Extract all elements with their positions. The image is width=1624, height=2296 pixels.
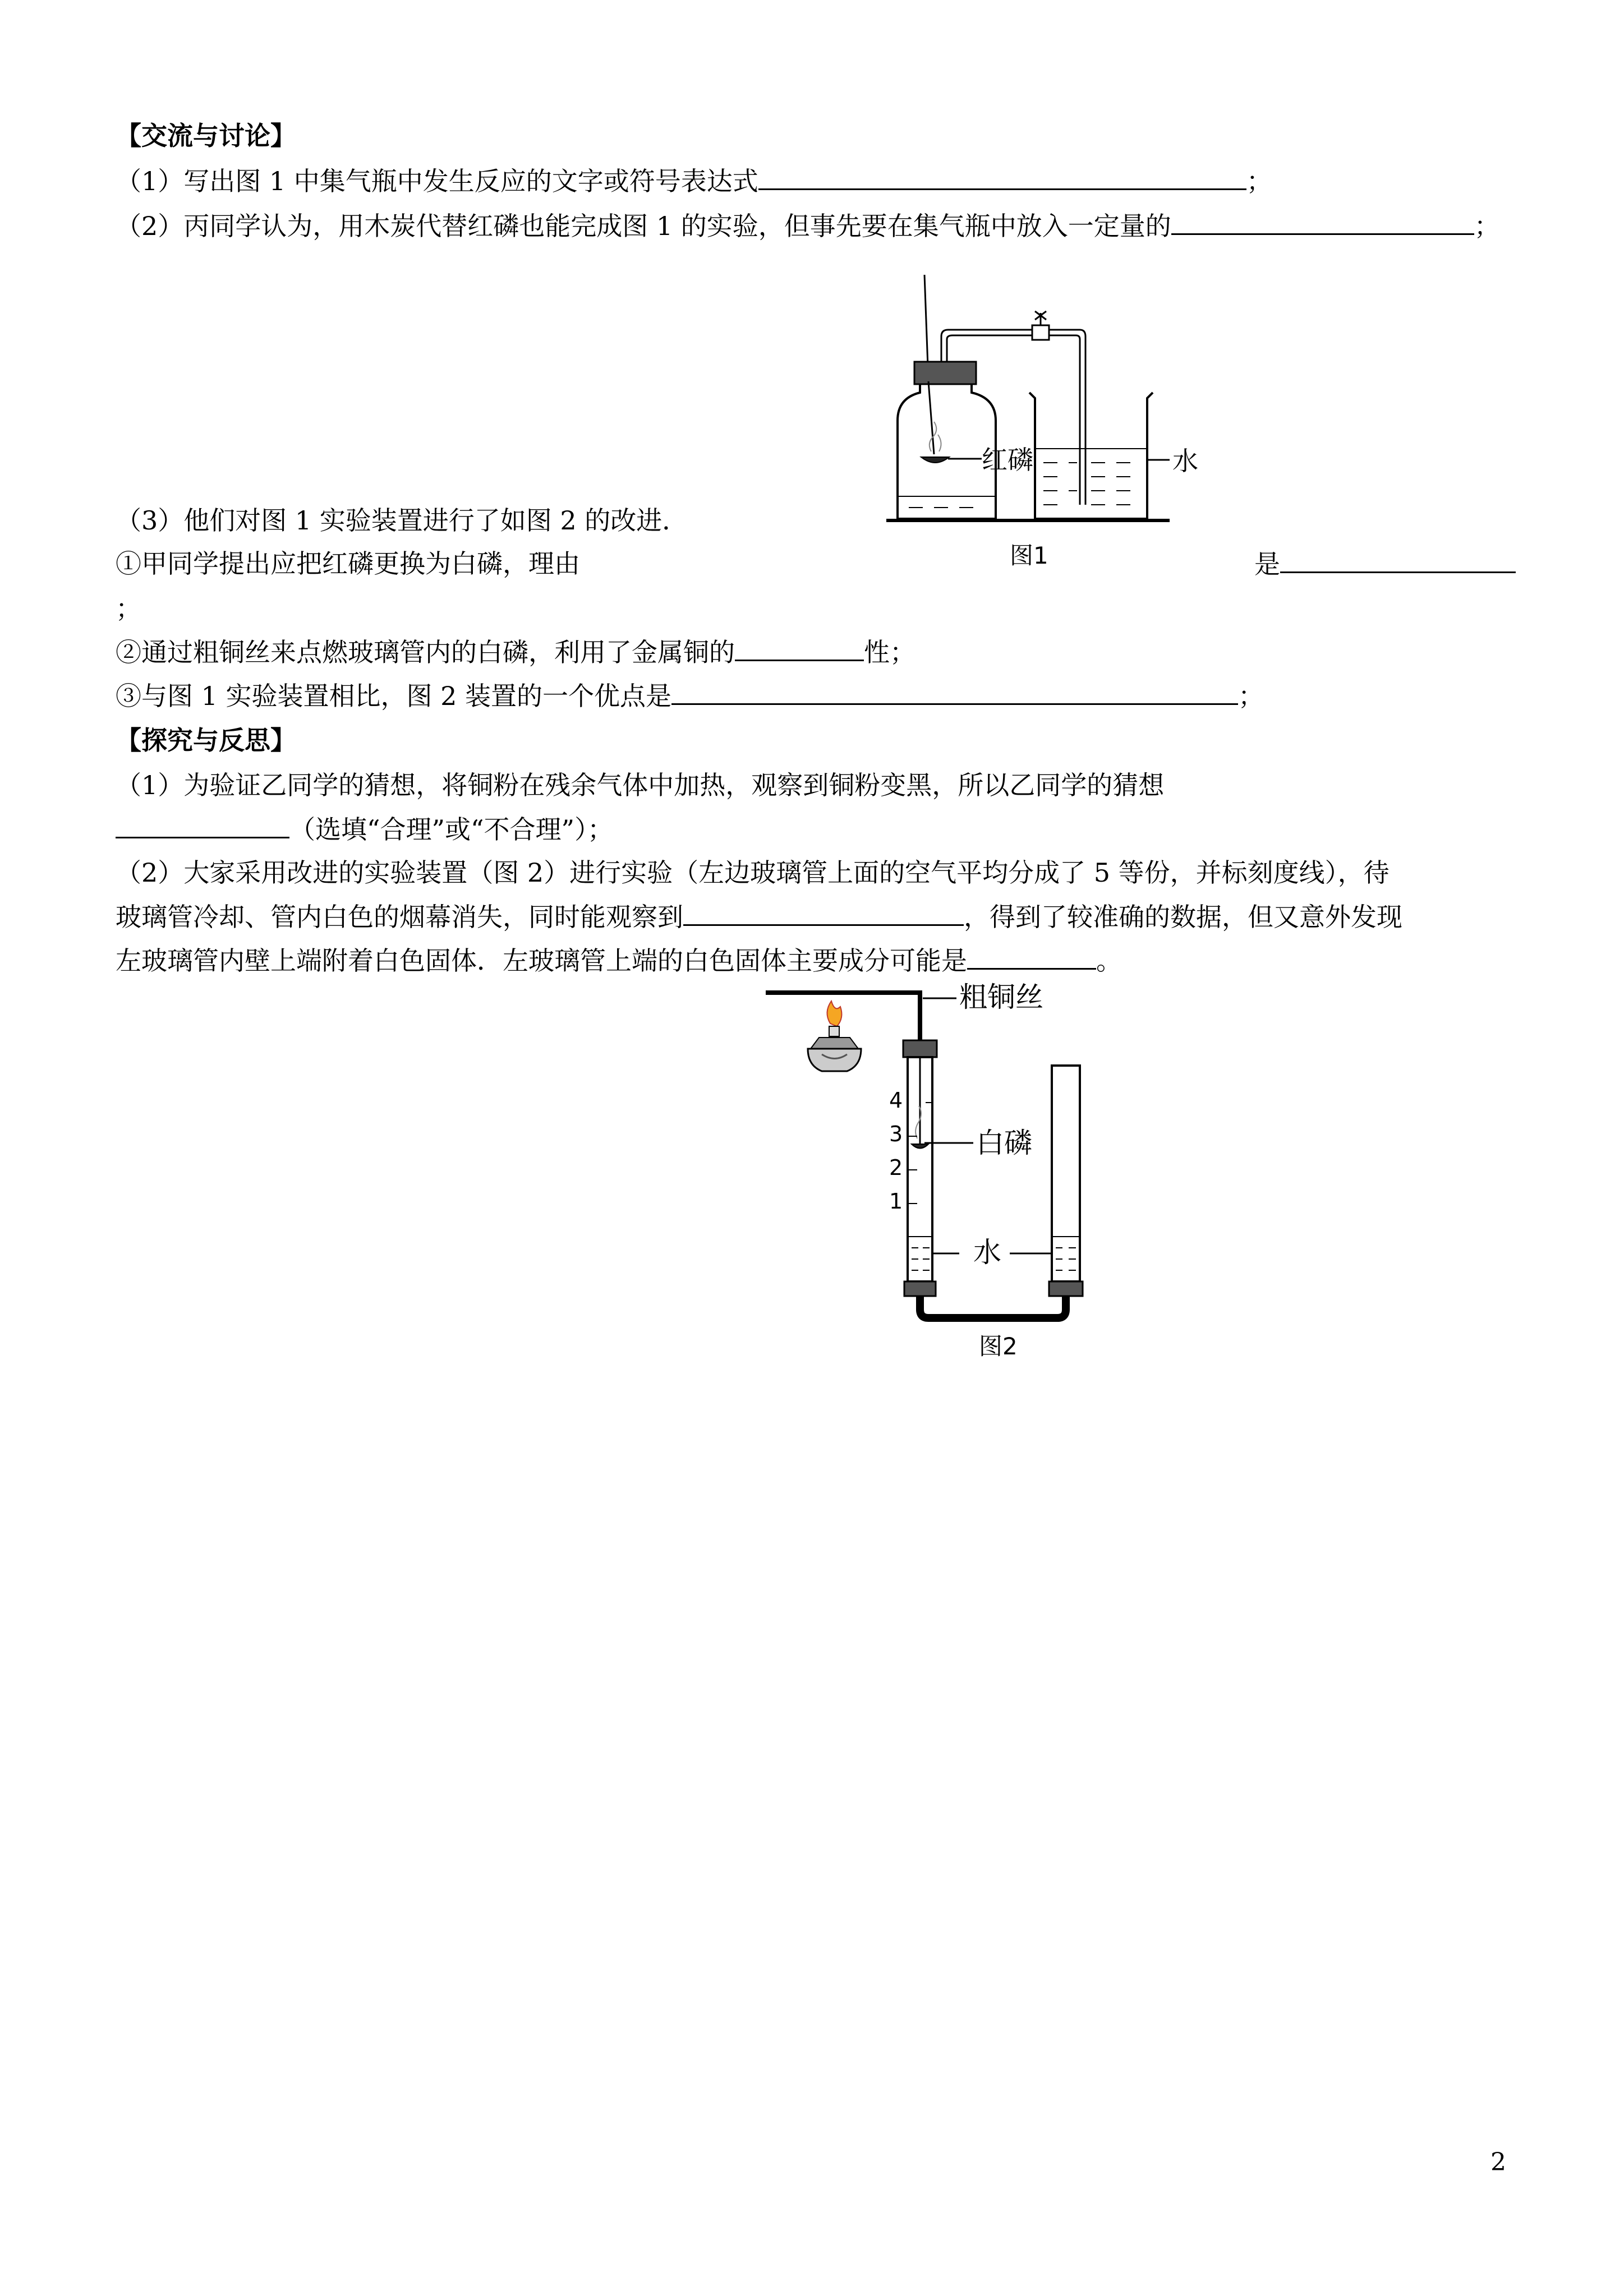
sub-question-3 bbox=[116, 679, 1264, 713]
answer-blank-sub3[interactable] bbox=[671, 679, 1238, 705]
answer-blank-r2a[interactable] bbox=[683, 900, 964, 926]
figure-2-label-water: 水 bbox=[973, 1236, 1001, 1269]
sub-question-1 bbox=[116, 547, 580, 580]
reflection-p2-line1: （2）大家采用改进的实验装置（图 2）进行实验（左边玻璃管上面的空气平均分成了 5 等份，并标刻度线），待 bbox=[116, 857, 1390, 888]
answer-blank-q2[interactable] bbox=[1171, 209, 1474, 235]
reflection-p2-line3 bbox=[116, 943, 1122, 978]
question-1-end: ； bbox=[1246, 166, 1272, 196]
sub-question-2-text: ②通过粗铜丝来点燃玻璃管内的白磷，利用了金属铜的 bbox=[116, 637, 735, 667]
figure-2-caption: 图2 bbox=[979, 1333, 1018, 1360]
reflection-p2-line2-start: 玻璃管冷却、管内白色的烟幕消失，同时能观察到 bbox=[116, 902, 683, 932]
figure-1-caption: 图1 bbox=[1010, 542, 1048, 569]
sub-question-3-end: ； bbox=[1238, 681, 1264, 711]
reflection-heading: 【探究与反思】 bbox=[116, 725, 296, 755]
figure-1-label-water: 水 bbox=[1172, 446, 1198, 476]
answer-blank-sub2[interactable] bbox=[735, 635, 864, 661]
reflection-p1-line2 bbox=[116, 812, 613, 846]
reflection-p2-line2 bbox=[116, 900, 1402, 934]
figure-2-scale-4: 4 bbox=[889, 1088, 903, 1113]
question-2-text: （2）丙同学认为，用木炭代替红磷也能完成图 1 的实验，但事先要在集气瓶中放入一定量的 bbox=[116, 211, 1171, 241]
figure-2-scale-1: 1 bbox=[889, 1189, 903, 1214]
answer-blank-sub1[interactable] bbox=[1280, 547, 1516, 573]
figure-2-label-wire: 粗铜丝 bbox=[959, 981, 1043, 1013]
discussion-heading: 【交流与讨论】 bbox=[116, 121, 296, 151]
sub-question-1-text: ①甲同学提出应把红磷更换为白磷，理由 bbox=[116, 548, 580, 579]
question-1-text: （1）写出图 1 中集气瓶中发生反应的文字或符号表达式 bbox=[116, 166, 758, 196]
figure-2 bbox=[752, 981, 1144, 1408]
figure-1 bbox=[875, 269, 1268, 583]
question-2-end: ； bbox=[1474, 211, 1500, 241]
question-2 bbox=[116, 209, 1500, 243]
reflection-p1-line1: （1）为验证乙同学的猜想，将铜粉在残余气体中加热，观察到铜粉变黑，所以乙同学的猜想 bbox=[116, 770, 1165, 800]
figure-2-scale-3: 3 bbox=[889, 1122, 903, 1146]
page-number: 2 bbox=[1490, 2148, 1506, 2177]
reflection-p1-end: （选填“合理”或“不合理”）； bbox=[289, 814, 614, 845]
question-3-intro: （3）他们对图 1 实验装置进行了如图 2 的改进． bbox=[116, 505, 688, 536]
answer-blank-q1[interactable] bbox=[758, 164, 1246, 190]
answer-blank-r1[interactable] bbox=[116, 812, 289, 838]
figure-1-label-phosphorus: 红磷 bbox=[982, 445, 1033, 475]
question-1 bbox=[116, 164, 1272, 198]
sub-question-2 bbox=[116, 635, 915, 669]
sub-question-2-end: 性； bbox=[864, 637, 915, 667]
sub-question-1-mid: 是 bbox=[1254, 549, 1280, 579]
reflection-p2-line3-end: 。 bbox=[1096, 946, 1122, 976]
figure-2-scale-2: 2 bbox=[889, 1155, 903, 1180]
reflection-p2-line3-start: 左玻璃管内壁上端附着白色固体．左玻璃管上端的白色固体主要成分可能是 bbox=[116, 946, 967, 976]
sub-question-3-text: ③与图 1 实验装置相比，图 2 装置的一个优点是 bbox=[116, 681, 672, 711]
reflection-p2-line2-end: ，得到了较准确的数据，但又意外发现 bbox=[964, 902, 1402, 932]
sub-question-1-tail bbox=[1254, 547, 1516, 581]
sub-question-1-end: ； bbox=[116, 593, 141, 624]
answer-blank-r2b[interactable] bbox=[967, 943, 1096, 970]
figure-2-label-phosphorus: 白磷 bbox=[976, 1127, 1032, 1159]
